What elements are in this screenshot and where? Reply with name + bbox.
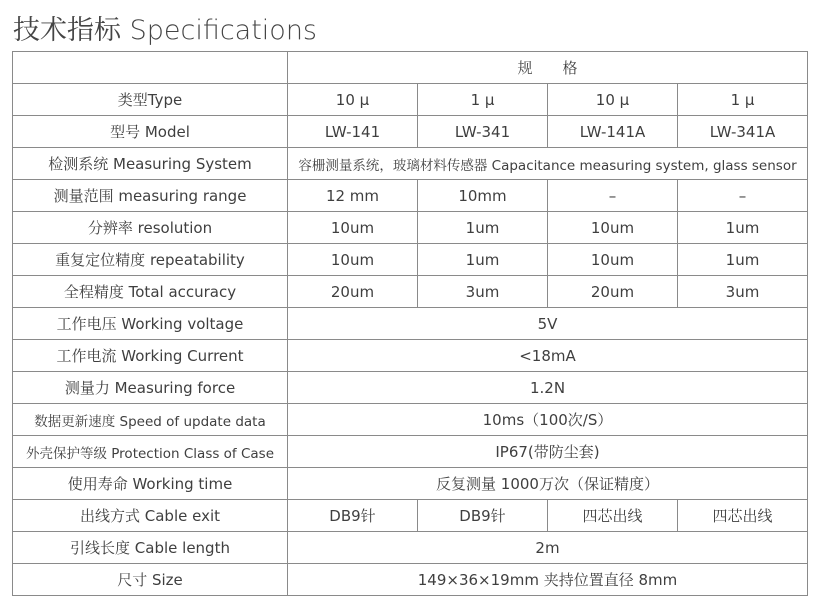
table-cell: 3um — [678, 276, 808, 308]
table-row-cable-exit — [13, 500, 808, 532]
table-cell: 10 μ — [548, 84, 678, 116]
table-row-current — [13, 340, 808, 372]
table-cell: DB9针 — [418, 500, 548, 532]
row-label: 重复定位精度 repeatability — [13, 244, 288, 276]
row-label: 检测系统 Measuring System — [13, 148, 288, 180]
table-cell: 12 mm — [288, 180, 418, 212]
table-cell: 10um — [548, 244, 678, 276]
table-row-type — [13, 84, 808, 116]
table-cell: 1.2N — [288, 372, 808, 404]
table-row-voltage — [13, 308, 808, 340]
table-cell: 3um — [418, 276, 548, 308]
table-row-update-speed — [13, 404, 808, 436]
table-row-resolution — [13, 212, 808, 244]
table-cell: 10 μ — [288, 84, 418, 116]
page-title: 技术指标 Specifications — [13, 15, 318, 46]
table-cell: 四芯出线 — [548, 500, 678, 532]
table-cell: <18mA — [288, 340, 808, 372]
table-cell: 1 μ — [678, 84, 808, 116]
row-label: 出线方式 Cable exit — [13, 500, 288, 532]
table-cell: 容栅测量系统，玻璃材料传感器 Capacitance measuring system, glass sensor — [288, 148, 808, 180]
table-row-working-time — [13, 468, 808, 500]
table-cell: 10mm — [418, 180, 548, 212]
row-label: 型号 Model — [13, 116, 288, 148]
table-row-repeatability — [13, 244, 808, 276]
specifications-table — [12, 51, 808, 596]
table-cell: 10um — [288, 212, 418, 244]
table-cell: 10ms（100次/S） — [288, 404, 808, 436]
table-cell: DB9针 — [288, 500, 418, 532]
header-empty-cell — [13, 52, 288, 84]
row-label: 数据更新速度 Speed of update data — [13, 404, 288, 436]
table-cell: 20um — [288, 276, 418, 308]
row-label: 类型Type — [13, 84, 288, 116]
table-cell: 1um — [418, 212, 548, 244]
table-cell: 四芯出线 — [678, 500, 808, 532]
row-label: 分辨率 resolution — [13, 212, 288, 244]
table-cell: IP67(带防尘套) — [288, 436, 808, 468]
table-row-size — [13, 564, 808, 596]
table-cell: 20um — [548, 276, 678, 308]
row-label: 使用寿命 Working time — [13, 468, 288, 500]
row-label: 测量范围 measuring range — [13, 180, 288, 212]
table-row-accuracy — [13, 276, 808, 308]
table-cell: 1um — [678, 212, 808, 244]
row-label: 尺寸 Size — [13, 564, 288, 596]
table-row-force — [13, 372, 808, 404]
table-cell: 10um — [288, 244, 418, 276]
row-label: 全程精度 Total accuracy — [13, 276, 288, 308]
table-cell: 反复测量 1000万次（保证精度） — [288, 468, 808, 500]
table-row-cable-length — [13, 532, 808, 564]
table-cell: – — [548, 180, 678, 212]
table-row-range — [13, 180, 808, 212]
table-cell: 5V — [288, 308, 808, 340]
spec-header-cell: 规 格 — [288, 52, 808, 84]
table-cell: 149×36×19mm 夹持位置直径 8mm — [288, 564, 808, 596]
table-header-row — [13, 52, 808, 84]
table-cell: LW-141A — [548, 116, 678, 148]
table-cell: 1 μ — [418, 84, 548, 116]
table-cell: 2m — [288, 532, 808, 564]
row-label: 引线长度 Cable length — [13, 532, 288, 564]
row-label: 测量力 Measuring force — [13, 372, 288, 404]
table-cell: 10um — [548, 212, 678, 244]
row-label: 工作电流 Working Current — [13, 340, 288, 372]
row-label: 外壳保护等级 Protection Class of Case — [13, 436, 288, 468]
table-row-system — [13, 148, 808, 180]
table-row-model — [13, 116, 808, 148]
table-row-protection — [13, 436, 808, 468]
table-cell: 1um — [678, 244, 808, 276]
table-cell: LW-341A — [678, 116, 808, 148]
table-cell: LW-141 — [288, 116, 418, 148]
row-label: 工作电压 Working voltage — [13, 308, 288, 340]
table-cell: – — [678, 180, 808, 212]
table-cell: 1um — [418, 244, 548, 276]
table-cell: LW-341 — [418, 116, 548, 148]
